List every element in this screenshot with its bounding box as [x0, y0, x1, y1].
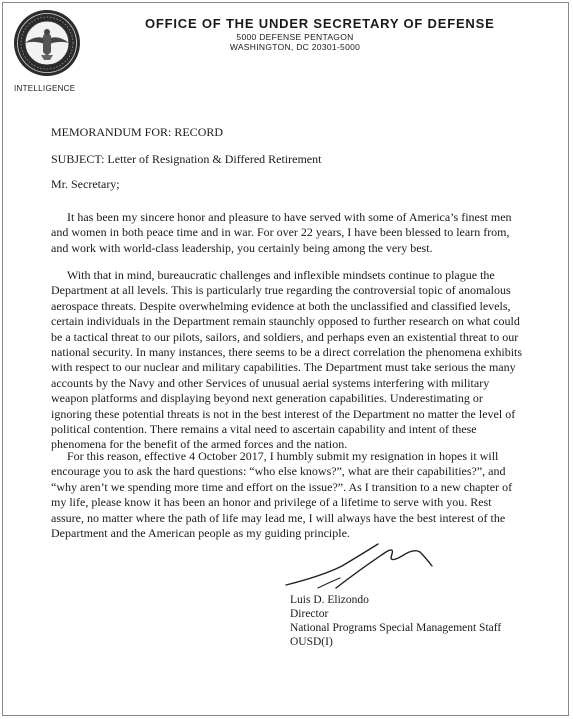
paragraph-line: national security. In many instances, there seems to be a direct correlation the phenomena exhibits — [51, 345, 523, 360]
paragraph-line: It has been my sincere honor and pleasure to have served with some of America’s finest men — [67, 210, 512, 224]
paragraph-line: encourage you to ask the hard questions: “who else knows?”, what are their capabilities?”, and — [51, 464, 506, 479]
seal-caption: INTELLIGENCE — [14, 84, 76, 93]
paragraph-line: phenomena for the benefit of the armed forces and the nation. — [51, 437, 348, 452]
memorandum-for: MEMORANDUM FOR: RECORD — [51, 125, 224, 139]
salutation: Mr. Secretary; — [51, 177, 120, 191]
paragraph-line: Department and the American people as my guiding principle. — [51, 526, 350, 541]
paragraph-1 — [51, 210, 531, 256]
paragraph-line: political contention. There remains a vital need to ascertain capability and intent of these — [51, 422, 477, 437]
signer-name: Luis D. Elizondo — [290, 594, 369, 606]
paragraph-line: aerospace threats. Despite overwhelming evidence at both the unclassified and classified levels, — [51, 298, 511, 313]
signature-block — [290, 593, 501, 649]
paragraph-line: With that in mind, bureaucratic challenges and inflexible mindsets continue to plague the — [67, 268, 495, 282]
paragraph-line: For this reason, effective 4 October 2017, I humbly submit my resignation in hopes it will — [67, 449, 499, 463]
signer-title: Director — [290, 608, 329, 620]
paragraph-3 — [51, 449, 531, 541]
office-title: OFFICE OF THE UNDER SECRETARY OF DEFENSE — [145, 16, 495, 31]
paragraph-line: “why aren’t we spending more time and effort on the issue?”. As I transition to a new chapter of — [51, 479, 513, 494]
paragraph-line: certain individuals in the Department remain staunchly opposed to further research on what could — [51, 314, 520, 329]
paragraph-line: Department at all levels. This is particularly true regarding the controversial topic of anomalous — [51, 283, 511, 298]
paragraph-2 — [51, 268, 531, 453]
address-line-1: 5000 DEFENSE PENTAGON — [236, 32, 354, 42]
address-line-2: WASHINGTON, DC 20301-5000 — [229, 42, 361, 52]
paragraph-line: ignoring these potential threats is not in the best interest of the Department no matter the level of — [51, 406, 516, 421]
subject-line: SUBJECT: Letter of Resignation & Differed Retirement — [51, 152, 322, 166]
paragraph-line: be a tactical threat to our pilots, sailors, and soldiers, and perhaps even an existential threat to our — [51, 329, 519, 344]
signer-office: OUSD(I) — [290, 636, 333, 648]
paragraph-line: and women in both peace time and in war. For over 22 years, I have been blessed to learn from, — [51, 225, 510, 240]
paragraph-line: weapon platforms and displaying beyond next generation capabilities. Underestimating or — [51, 391, 483, 406]
paragraph-line: and work with world-class leadership, you certainly being among the very best. — [51, 240, 433, 255]
paragraph-line: assure, no matter where the path of life may lead me, I will always have the best interest of the — [51, 510, 506, 525]
paragraph-line: my life, please know it has been an honor and privilege of a lifetime to serve with you. Rest — [51, 495, 492, 510]
handwritten-signature — [282, 538, 447, 593]
dod-seal-icon — [12, 8, 82, 78]
paragraph-line: accounts by the Navy and other Services of unusual aerial systems interfering with military — [51, 375, 490, 390]
paragraph-line: with respect to our nuclear and military capabilities. The Department must take serious the many — [51, 360, 516, 375]
signer-organization: National Programs Special Management Staff — [290, 622, 502, 634]
